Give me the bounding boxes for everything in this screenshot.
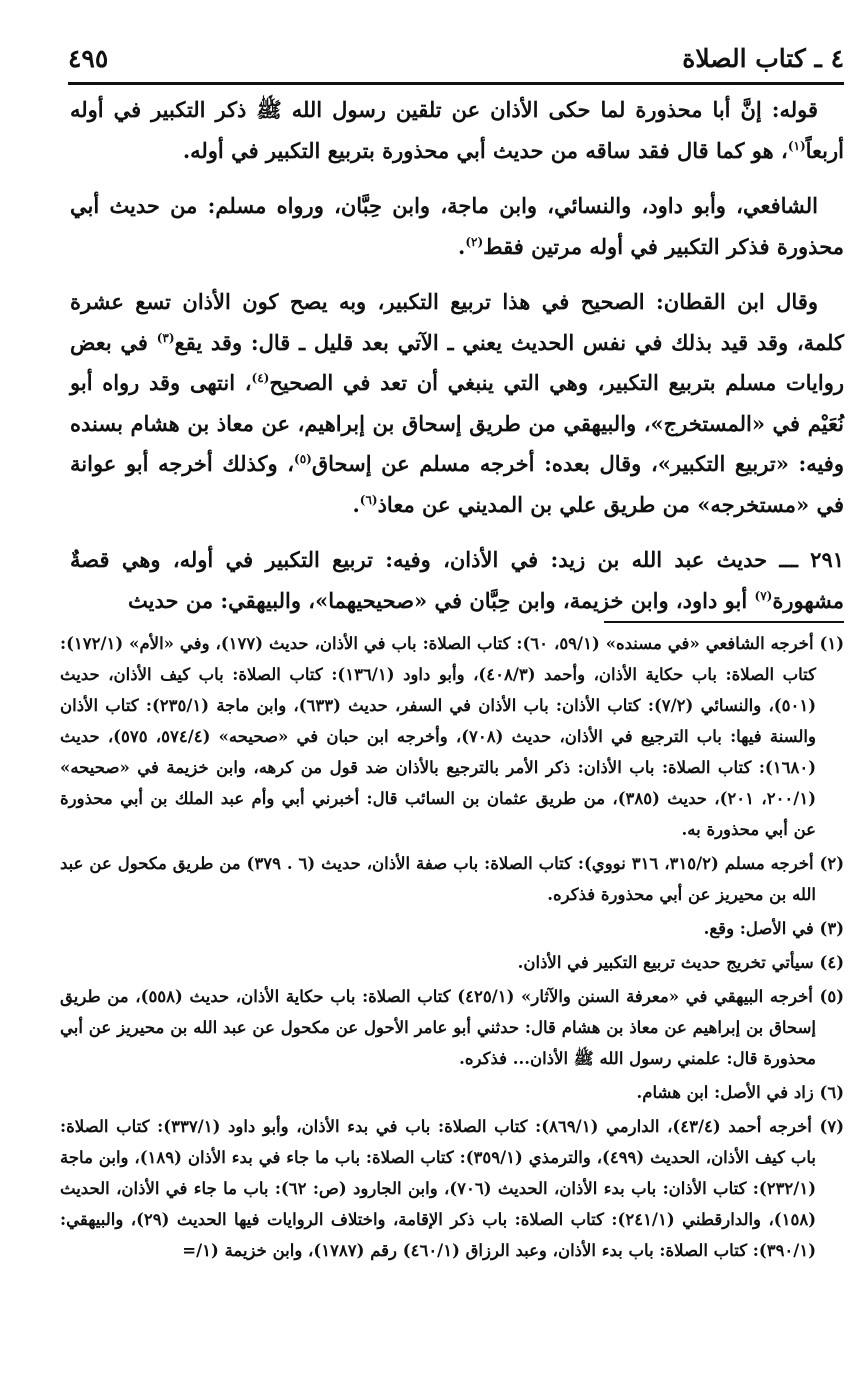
page-number: ٤٩٥ <box>68 44 109 73</box>
paragraph-text: . <box>458 233 466 259</box>
footnote-6: (٦) زاد في الأصل: ابن هشام. <box>636 1083 844 1102</box>
paragraph-text: . <box>352 491 360 517</box>
paragraph-text: ، هو كما قال فقد ساقه من حديث أبي محذورة بتربيع التكبير في أوله. <box>182 137 788 163</box>
hadith-291 <box>70 540 844 621</box>
hadith-text: أبو داود، وابن خزيمة، وابن حِبَّان في «صحيحيهما»، والبيهقي: من حديث <box>128 587 755 613</box>
hadith-heading: ٢٩١ ـــ حديث عبد الله بن زيد: <box>550 547 845 572</box>
header-rule <box>68 82 844 85</box>
paragraph-text: ، وكذلك أخرجه أبو عوانة في «مستخرجه» من طريق علي بن المديني عن معاذ <box>70 451 844 517</box>
footnote-ref: (٧) <box>754 588 773 603</box>
paragraph-text: الشافعي، وأبو داود، والنسائي، وابن ماجة، وابن حِبَّان، ورواه مسلم: من حديث أبي محذورة فذكر التكبير في أوله مرتين فقط <box>70 193 844 259</box>
chapter-title: ٤ ـ كتاب الصلاة <box>682 44 844 73</box>
footnote-ref: (١) <box>787 138 806 153</box>
footnote-3: (٣) في الأصل: وقع. <box>703 919 844 938</box>
running-header <box>68 38 844 80</box>
footnote-ref: (٥) <box>294 452 312 466</box>
paragraph-text: ، انتهى وقد رواه أبو نُعَيْم في «المستخرج»، والبيهقي من طريق إسحاق بن إبراهيم، عن معاذ بن هشام بسنده وفيه: «تربيع التكبير»، وقال بعده: أخرجه مسلم عن إسحاق <box>70 370 844 476</box>
footnote-5: (٥) أخرجه البيهقي في «معرفة السنن والآثار» (٤٢٥/١) كتاب الصلاة: باب حكاية الأذان، حديث (٥٥٨)، من طريق إسحاق بن إبراهيم عن معاذ بن هشام قال: حدثني أبو عامر الأحول عن مكحول عن عبد الله بن محيريز عن أبي محذورة قال: علمني رسول الله ﷺ الأذان... فذكره. <box>60 987 844 1068</box>
footnotes <box>60 628 844 1269</box>
paragraph-text: في بعض روايات مسلم بتربيع التكبير، وهي التي ينبغي أن تعد في الصحيح <box>70 329 844 395</box>
footnote-1: (١) أخرجه الشافعي «في مسنده» (٥٩/١، ٦٠): كتاب الصلاة: باب في الأذان، حديث (١٧٧)، وفي «الأم» (١٧٢/١): كتاب الصلاة: باب حكاية الأذان، وأحمد (٤٠٨/٣)، وأبو داود (١٣٦/١): كتاب الصلاة: باب كيف الأذان، حديث (٥٠١)، والنسائي (٧/٢): كتاب الأذان: باب الأذان في السفر، حديث (٦٣٣)، وابن ماجة (٢٣٥/١): كتاب الأذان والسنة فيها: باب الترجيع في الأذان، حديث (٧٠٨)، وأخرجه ابن حبان في «صحيحه» (٥٧٤/٤، ٥٧٥)، حديث (١٦٨٠): كتاب الصلاة: باب الأذان: ذكر الأمر بالترجيع بالأذان ضد قول من كرهه، وابن خزيمة في «صحيحه» (٢٠٠/١، ٢٠١)، حديث (٣٨٥)، من طريق عثمان بن السائب قال: أخبرني أبي وأم عبد الملك بن أبي محذورة عن أبي محذورة به. <box>60 634 844 839</box>
footnote-ref: (٦) <box>359 492 378 507</box>
paragraph-2 <box>70 186 844 267</box>
footnote-2: (٢) أخرجه مسلم (٣١٥/٢، ٣١٦ نووي): كتاب الصلاة: باب صفة الأذان، حديث (٦ . ٣٧٩) من طريق مكحول عن عبد الله بن محيريز عن أبي محذورة فذكره. <box>60 854 845 904</box>
footnote-7: (٧) أخرجه أحمد (٤٣/٤)، الدارمي (٨٦٩/١): كتاب الصلاة: باب في بدء الأذان، وأبو داود (٣٣٧/١): كتاب الصلاة: باب كيف الأذان، الحديث (٤٩٩)، والترمذي (٣٥٩/١): كتاب الصلاة: باب ما جاء في بدء الأذان (١٨٩)، وابن ماجة (٢٣٢/١): كتاب الأذان: باب بدء الأذان، الحديث (٧٠٦)، وابن الجارود (ص: ٦٢): باب ما جاء في الأذان، الحديث (١٥٨)، والدارقطني (٢٤١/١): كتاب الصلاة: باب ذكر الإقامة، واختلاف الروايات فيها الحديث (٢٩)، والبيهقي: (٣٩٠/١): كتاب الصلاة: باب بدء الأذان، وعبد الرزاق (٤٦٠/١) رقم (١٧٨٧)، وابن خزيمة (١/= <box>60 1117 845 1260</box>
footnote-ref: (٣) <box>156 330 175 345</box>
main-text <box>70 90 844 636</box>
paragraph-text: قوله: إنَّ أبا محذورة لما حكى الأذان عن تلقين رسول الله ﷺ ذكر التكبير في أوله أربعاً <box>70 97 844 163</box>
paragraph-text: وقال ابن القطان: الصحيح في هذا تربيع التكبير، وبه يصح كون الأذان تسع عشرة كلمة، وقد قيد بذلك في نفس الحديث يعني ـ الآتي بعد قليل ـ قال: وقد يقع <box>70 289 844 355</box>
hadith-text: في الأذان، وفيه: تربيع التكبير في أوله، وهي قصةٌ مشهورة <box>70 547 844 613</box>
paragraph-3 <box>70 282 844 525</box>
footnote-ref: (٢) <box>465 234 484 249</box>
footnote-separator <box>604 621 844 623</box>
paragraph-1 <box>70 90 844 171</box>
footnote-4: (٤) سيأتي تخريج حديث تربيع التكبير في الأذان. <box>517 953 844 972</box>
footnote-ref: (٤) <box>251 371 270 385</box>
